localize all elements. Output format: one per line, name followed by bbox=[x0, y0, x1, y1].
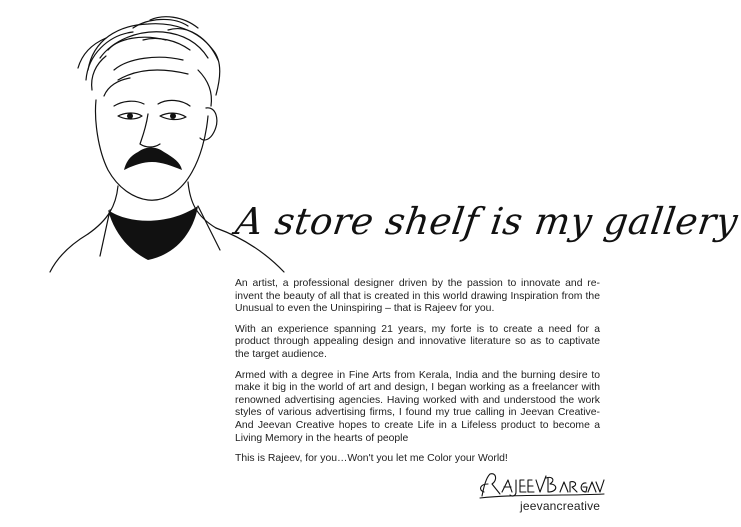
brand-name: jeevancreative bbox=[520, 499, 601, 513]
bio-paragraph-4: This is Rajeev, for you…Won't you let me Color your World! bbox=[235, 453, 508, 465]
bio-text bbox=[235, 278, 600, 474]
tagline-heading: A store shelf is my gallery bbox=[232, 200, 741, 243]
bio-paragraph-3: Armed with a degree in Fine Arts from Kerala, India and the burning desire to make it big in the world of art and design, I began working as a freelancer with renowned advertising agencies. Having worked with and understood the work styles of various advertising firms, I found my true calling in Jeevan Creative-And Jeevan Creative hopes to create Life in a Lifeless product to become a Living Memory in the hearts of people bbox=[235, 369, 600, 444]
bio-paragraph-2: With an experience spanning 21 years, my forte is to create a need for a product through appealing design and innovative literature so as to captivate the target audience. bbox=[235, 323, 600, 360]
bio-paragraph-1: An artist, a professional designer driven by the passion to innovate and re-invent the beauty of all that is created in this world drawing Inspiration from the Unusual to even the Uninspiring – that is Rajeev for you. bbox=[235, 278, 600, 315]
handwritten-signature bbox=[476, 470, 606, 500]
